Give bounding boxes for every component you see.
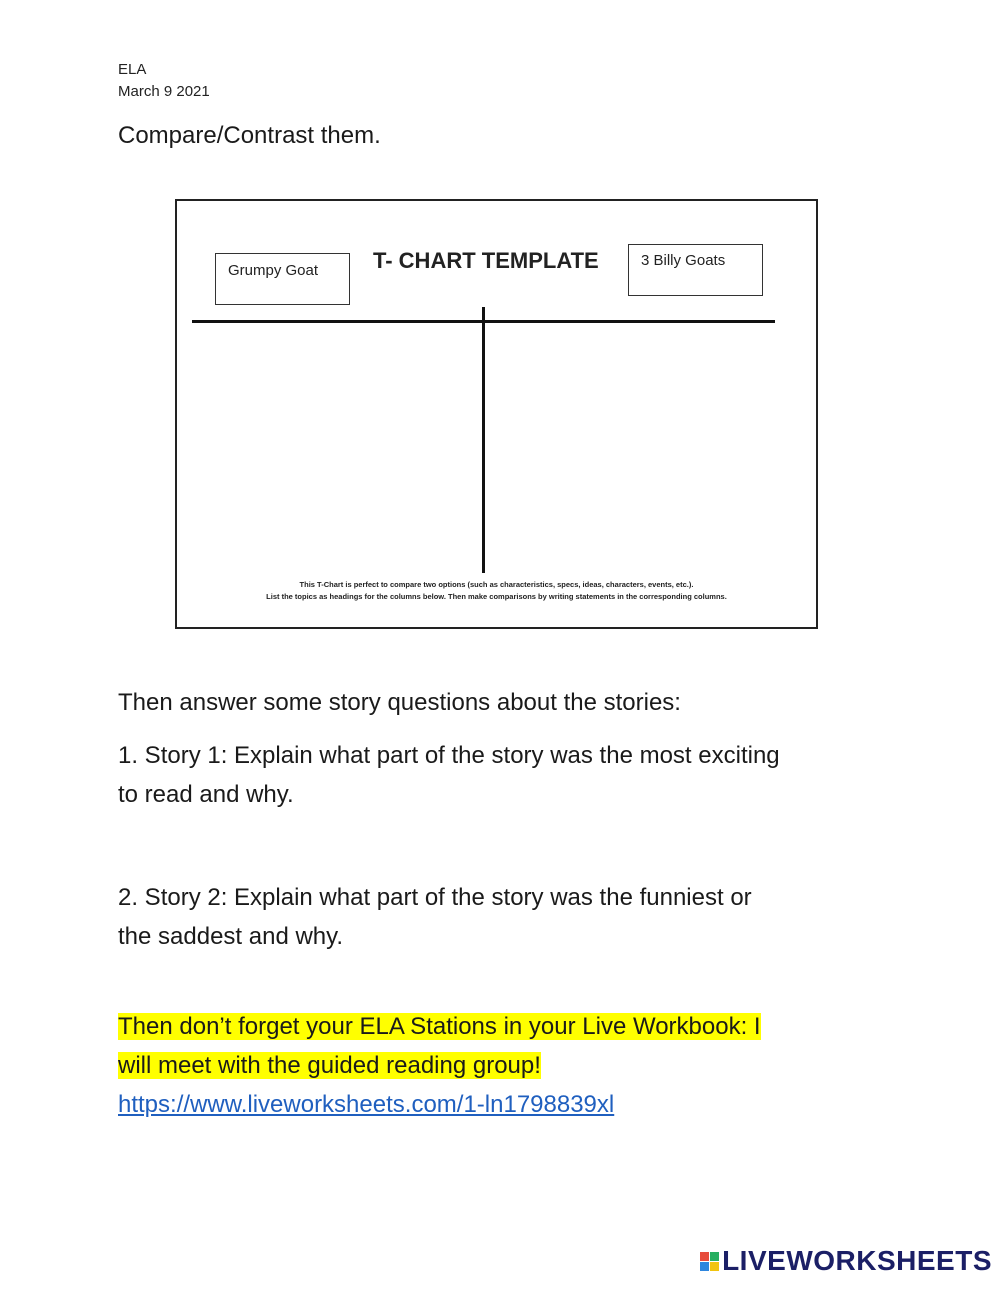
reminder-line-1: Then don’t forget your ELA Stations in your Live Workbook: I	[118, 1013, 761, 1040]
tchart-footnote-2: List the topics as headings for the columns below. Then make comparisons by writing statements in the corresponding columns.	[266, 592, 727, 601]
question-1-line-1: 1. Story 1: Explain what part of the story was the most exciting	[118, 742, 780, 769]
tchart-title: T- CHART TEMPLATE	[373, 248, 599, 273]
left-column-label: Grumpy Goat	[215, 253, 350, 305]
workbook-link[interactable]: https://www.liveworksheets.com/1-ln1798839xl	[118, 1091, 615, 1118]
question-2-line-2: the saddest and why.	[118, 923, 344, 950]
questions-intro: Then answer some story questions about the stories:	[118, 689, 681, 716]
brand-name: LIVEWORKSHEETS	[722, 1245, 992, 1276]
subject-label: ELA	[118, 61, 147, 78]
date-label: March 9 2021	[118, 83, 210, 100]
right-column-label: 3 Billy Goats	[628, 244, 763, 296]
liveworksheets-logo-icon	[700, 1252, 719, 1271]
reminder-line-2: will meet with the guided reading group!	[118, 1052, 541, 1079]
liveworksheets-logo	[700, 1245, 992, 1277]
tchart-vertical-line	[482, 307, 485, 573]
tchart-footnote-1: This T-Chart is perfect to compare two options (such as characteristics, specs, ideas, characters, events, etc.).	[299, 580, 694, 589]
question-1-line-2: to read and why.	[118, 781, 294, 808]
question-2-line-1: 2. Story 2: Explain what part of the story was the funniest or	[118, 884, 752, 911]
instruction-text: Compare/Contrast them.	[118, 122, 381, 149]
